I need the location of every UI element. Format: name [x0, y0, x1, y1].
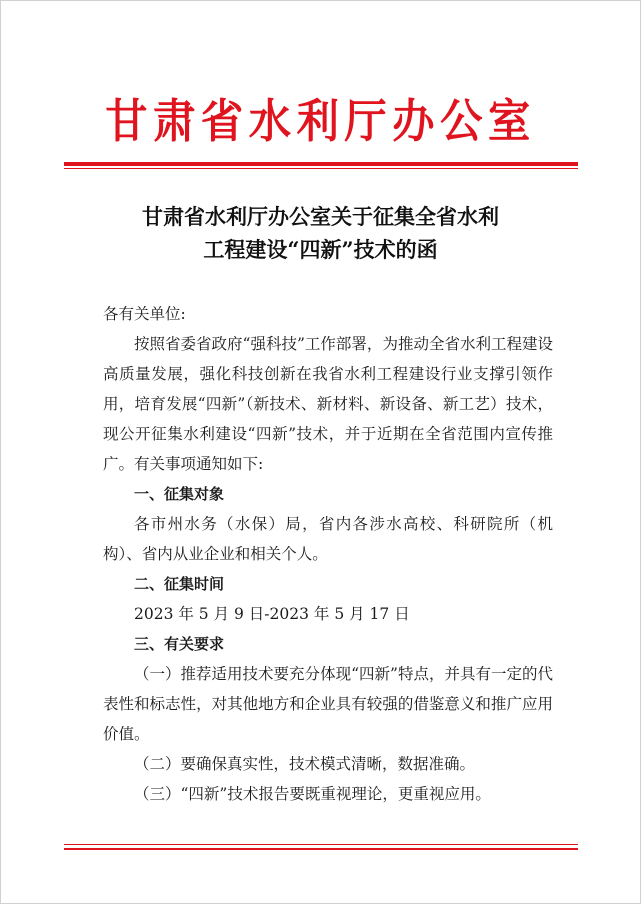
masthead-divider [64, 162, 578, 169]
section-2-text: 2023 年 5 月 9 日-2023 年 5 月 17 日 [134, 605, 410, 623]
footer-thick-line [64, 848, 578, 850]
masthead-title: 甘肃省水利厅办公室 [105, 94, 536, 148]
document-body [103, 299, 553, 809]
divider-thin-line [64, 168, 578, 169]
section-1-heading: 一、征集对象 [134, 485, 225, 503]
section-2-heading: 二、征集时间 [134, 575, 225, 593]
section-3-item-1: （一）推荐适用技术要充分体现“四新”特点，并具有一定的代表性和标志性，对其他地方和企业具有较强的借鉴意义和推广应用价值。 [103, 665, 553, 743]
footer-divider [64, 844, 578, 850]
section-3-item-3: （三）“四新”技术报告要既重视理论，更重视应用。 [134, 785, 491, 803]
document-title [61, 200, 580, 266]
salutation: 各有关单位: [103, 305, 186, 323]
section-3-heading: 三、有关要求 [134, 635, 225, 653]
title-line-2: 工程建设“四新”技术的函 [203, 237, 438, 262]
section-3-item-2: （二）要确保真实性，技术模式清晰，数据准确。 [134, 755, 476, 773]
intro-paragraph: 按照省委省政府“强科技”工作部署，为推动全省水利工程建设高质量发展，强化科技创新在我省水利工程建设行业支撑引领作用，培育发展“四新”（新技术、新材料、新设备、新工艺）技术，现公开征集水利建设“四新”技术，并于近期在全省范围内宣传推广。有关事项通知如下: [103, 335, 553, 473]
title-line-1: 甘肃省水利厅办公室关于征集全省水利 [142, 204, 499, 229]
section-1-text: 各市州水务（水保）局，省内各涉水高校、科研院所（机构）、省内从业企业和相关个人。 [103, 515, 553, 563]
